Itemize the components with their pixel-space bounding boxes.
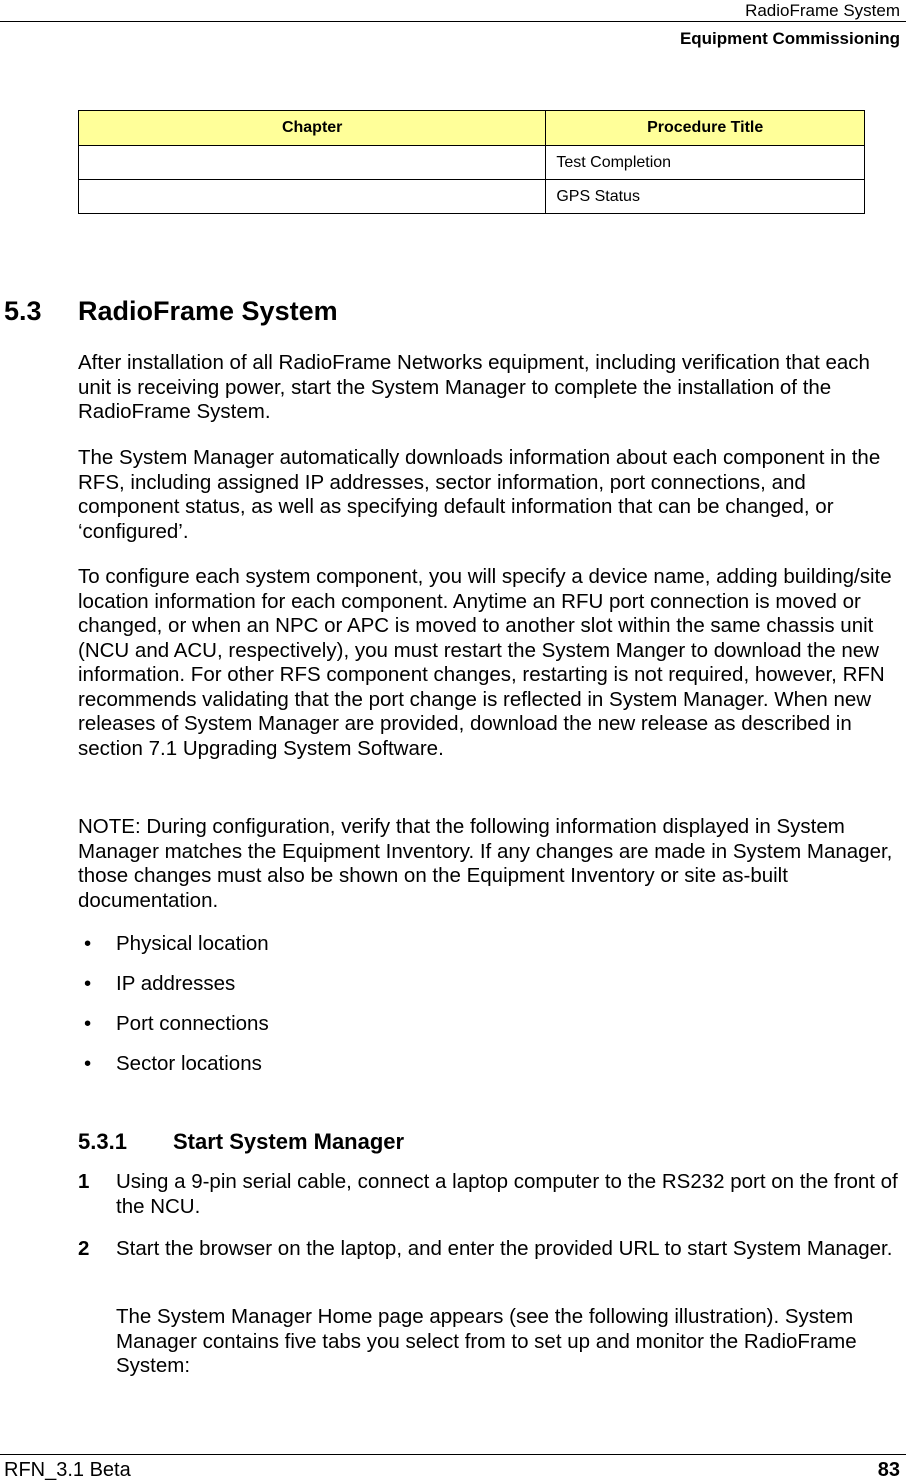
bullet-marker: •	[84, 1012, 92, 1035]
subsection-title: Start System Manager	[173, 1129, 405, 1154]
page-number: 83	[877, 1459, 900, 1481]
subsection-number: 5.3.1	[78, 1129, 127, 1154]
step-text: Start the browser on the laptop, and enter the provided URL to start System Manager.	[116, 1237, 893, 1260]
table-row	[79, 146, 865, 180]
column-header-procedure-title: Procedure Title	[546, 111, 865, 146]
section-number: 5.3	[4, 296, 42, 326]
header-title: RadioFrame System	[745, 1, 900, 20]
table-cell-procedure: GPS Status	[546, 180, 865, 214]
step-text: Using a 9-pin serial cable, connect a laptop computer to the RS232 port on the front of the NCU.	[116, 1170, 898, 1218]
table-cell-chapter	[79, 146, 546, 180]
list-item	[78, 1052, 262, 1077]
note-paragraph: NOTE: During configuration, verify that the following information displayed in System Manager matches the Equipment Inventory. If any changes are made in System Manager, those changes must also be shown on the Equipment Inventory or site as-built documentation.	[78, 815, 893, 912]
section-heading	[4, 294, 338, 328]
body-paragraph: The System Manager automatically downloads information about each component in the RFS, including assigned IP addresses, sector information, port connections, and component status, as well as specifying default information that can be changed, or ‘configured’.	[78, 446, 881, 543]
step-number: 1	[78, 1170, 90, 1193]
table-row	[79, 180, 865, 214]
step-note	[78, 1305, 906, 1379]
list-item	[78, 972, 235, 997]
step-note-text: The System Manager Home page appears (see the following illustration). System Manager contains five tabs you select from to set up and monitor the RadioFrame System:	[116, 1305, 857, 1377]
procedure-step	[78, 1237, 906, 1262]
subsection-heading	[78, 1128, 404, 1156]
footer-rule	[0, 1454, 906, 1455]
table-cell-chapter	[79, 180, 546, 214]
list-item-text: Physical location	[116, 932, 269, 955]
list-item	[78, 1012, 269, 1037]
table-header-row	[79, 111, 865, 146]
list-item-text: IP addresses	[116, 972, 236, 995]
table-cell-procedure: Test Completion	[546, 146, 865, 180]
header-subtitle: Equipment Commissioning	[679, 29, 900, 48]
bullet-marker: •	[84, 1052, 92, 1075]
list-item-text: Port connections	[116, 1012, 269, 1035]
body-paragraph: To configure each system component, you will specify a device name, adding building/site location information for each component. Anytime an RFU port connection is moved or changed, or when an NPC or APC is moved to another slot within the same chassis unit (NCU and ACU, respectively), you must restart the System Manger to download the new information. For other RFS component changes, restarting is not required, however, RFN recommends validating that the port change is reflected in System Manager. When new releases of System Manager are provided, download the new release as described in section 7.1 Upgrading System Software.	[78, 565, 892, 760]
procedure-table	[78, 110, 865, 214]
footer-doc-id: RFN_3.1 Beta	[4, 1459, 131, 1481]
step-number: 2	[78, 1237, 90, 1260]
procedure-step	[78, 1170, 906, 1219]
bullet-marker: •	[84, 932, 92, 955]
list-item-text: Sector locations	[116, 1052, 262, 1075]
list-item	[78, 932, 269, 957]
body-paragraph: After installation of all RadioFrame Networks equipment, including verification that each unit is receiving power, start the System Manager to complete the installation of the RadioFrame System.	[78, 351, 870, 423]
bullet-marker: •	[84, 972, 92, 995]
header-rule	[0, 21, 906, 22]
column-header-chapter: Chapter	[79, 111, 546, 146]
section-title: RadioFrame System	[78, 296, 338, 326]
